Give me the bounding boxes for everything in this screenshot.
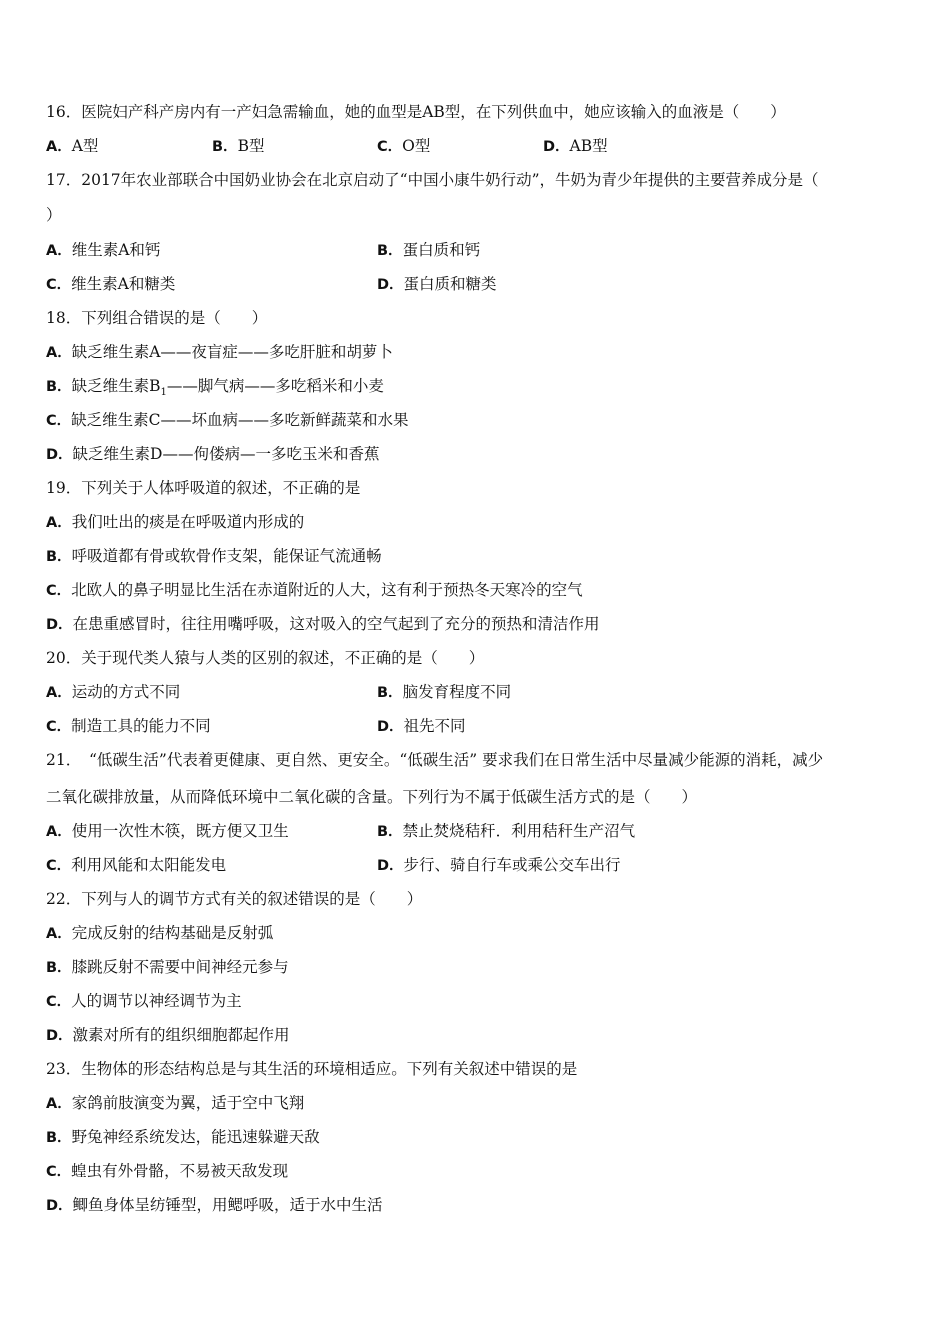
option-label: D． [377, 858, 404, 874]
option-label: D． [377, 277, 404, 293]
option-label: A． [46, 243, 72, 259]
option-text: 在患重感冒时，往往用嘴呼吸，这对吸入的空气起到了充分的预热和清洁作用 [72, 615, 600, 633]
question-17-option-d [377, 274, 497, 295]
question-22-option-a [46, 923, 273, 944]
question-19-option-c [46, 580, 583, 601]
question-18-stem: 18．下列组合错误的是（ ） [46, 309, 268, 327]
option-text: 祖先不同 [403, 717, 466, 735]
question-16-option-a [46, 136, 98, 157]
option-text: 我们吐出的痰是在呼吸道内形成的 [71, 513, 305, 531]
question-17-option-b [377, 240, 480, 261]
question-22-option-b [46, 957, 289, 978]
option-text: 使用一次性木筷，既方便又卫生 [71, 822, 289, 840]
question-18-option-d [46, 444, 379, 465]
option-text: 激素对所有的组织细胞都起作用 [72, 1026, 290, 1044]
option-text: AB型 [569, 137, 608, 155]
option-text: 人的调节以神经调节为主 [71, 992, 242, 1010]
option-label: A． [46, 345, 72, 361]
question-19-option-a [46, 512, 304, 533]
option-text: 完成反射的结构基础是反射弧 [71, 924, 274, 942]
option-text: 蝗虫有外骨骼，不易被天敌发现 [71, 1162, 289, 1180]
option-label: D． [46, 1028, 73, 1044]
question-20-option-c [46, 716, 211, 737]
option-label: B． [46, 379, 72, 395]
option-label: A． [46, 824, 72, 840]
question-23-option-c [46, 1161, 288, 1182]
question-19-option-d [46, 614, 600, 635]
option-label: B． [46, 960, 72, 976]
option-text: 步行、骑自行车或乘公交车出行 [403, 856, 621, 874]
option-label: A． [46, 926, 72, 942]
question-17-option-c [46, 274, 175, 295]
question-21-stem-continued: 二氧化碳排放量，从而降低环境中二氧化碳的含量。下列行为不属于低碳生活方式的是（ ） [46, 788, 698, 806]
option-label: C． [377, 139, 403, 155]
option-text: 蛋白质和糖类 [403, 275, 497, 293]
option-text: B型 [237, 137, 265, 155]
question-23-option-b [46, 1127, 320, 1148]
option-text: 呼吸道都有骨或软骨作支架，能保证气流通畅 [71, 547, 382, 565]
option-text: A型 [71, 137, 99, 155]
question-18-option-b [46, 376, 384, 403]
option-label: D． [543, 139, 570, 155]
option-text: 蛋白质和钙 [402, 241, 481, 259]
question-20-option-a [46, 682, 180, 703]
question-21-option-b [377, 821, 635, 842]
option-label: C． [46, 994, 72, 1010]
question-19-option-b [46, 546, 382, 567]
option-label: B． [377, 243, 403, 259]
option-text: 野兔神经系统发达，能迅速躲避天敌 [71, 1128, 320, 1146]
question-23-option-d [46, 1195, 383, 1216]
subscript: 1 [160, 387, 167, 399]
question-16-option-d [543, 136, 608, 157]
question-17-stem-continued: ） [46, 206, 62, 224]
option-text: 利用风能和太阳能发电 [71, 856, 227, 874]
option-text: 膝跳反射不需要中间神经元参与 [71, 958, 289, 976]
option-label: B． [46, 1130, 72, 1146]
option-label: C． [46, 1164, 72, 1180]
question-18-option-a [46, 342, 393, 363]
option-text: O型 [402, 137, 431, 155]
option-label: C． [46, 277, 72, 293]
question-20-option-d [377, 716, 466, 737]
option-text: 缺乏维生素D——佝偻病—一多吃玉米和香蕉 [72, 445, 380, 463]
option-text: 家鸽前肢演变为翼，适于空中飞翔 [71, 1094, 305, 1112]
option-text: 缺乏维生素C——坏血病——多吃新鲜蔬菜和水果 [71, 411, 409, 429]
option-label: A． [46, 515, 72, 531]
option-text: 禁止焚烧秸秆．利用秸秆生产沼气 [402, 822, 636, 840]
question-17-stem: 17．2017年农业部联合中国奶业协会在北京启动了“中国小康牛奶行动”，牛奶为青少年提供的主要营养成分是（ [46, 171, 819, 189]
option-text: 脑发育程度不同 [402, 683, 512, 701]
question-21-option-a [46, 821, 289, 842]
option-text: 缺乏维生素B [71, 377, 161, 395]
question-22-option-c [46, 991, 242, 1012]
question-21-option-d [377, 855, 621, 876]
option-label: C． [46, 413, 72, 429]
question-23-stem: 23．生物体的形态结构总是与其生活的环境相适应。下列有关叙述中错误的是 [46, 1060, 578, 1078]
option-label: B． [377, 824, 403, 840]
option-label: D． [46, 1198, 73, 1214]
option-label: A． [46, 139, 72, 155]
question-20-option-b [377, 682, 511, 703]
question-22-stem: 22．下列与人的调节方式有关的叙述错误的是（ ） [46, 890, 423, 908]
option-text: 缺乏维生素A——夜盲症——多吃肝脏和胡萝卜 [71, 343, 393, 361]
option-text: 维生素A和钙 [71, 241, 161, 259]
option-label: D． [377, 719, 404, 735]
option-text: 北欧人的鼻子明显比生活在赤道附近的人大，这有利于预热冬天寒冷的空气 [71, 581, 583, 599]
option-label: A． [46, 1096, 72, 1112]
option-label: C． [46, 858, 72, 874]
question-20-stem: 20．关于现代类人猿与人类的区别的叙述，不正确的是（ ） [46, 649, 485, 667]
option-text: 制造工具的能力不同 [71, 717, 211, 735]
option-label: B． [377, 685, 403, 701]
option-text-after: ——脚气病——多吃稻米和小麦 [166, 377, 384, 395]
option-label: B． [212, 139, 238, 155]
question-22-option-d [46, 1025, 290, 1046]
option-label: C． [46, 719, 72, 735]
question-21-option-c [46, 855, 226, 876]
question-16-stem: 16．医院妇产科产房内有一产妇急需输血，她的血型是AB型，在下列供血中，她应该输入的血液是（ ） [46, 103, 786, 121]
option-label: D． [46, 617, 73, 633]
question-23-option-a [46, 1093, 304, 1114]
option-label: D． [46, 447, 73, 463]
question-19-stem: 19．下列关于人体呼吸道的叙述，不正确的是 [46, 479, 361, 497]
question-16-option-c [377, 136, 430, 157]
option-label: B． [46, 549, 72, 565]
question-16-option-b [212, 136, 264, 157]
question-18-option-c [46, 410, 409, 431]
option-text: 运动的方式不同 [71, 683, 181, 701]
option-text: 鲫鱼身体呈纺锤型，用鳃呼吸，适于水中生活 [72, 1196, 383, 1214]
option-label: A． [46, 685, 72, 701]
question-17-option-a [46, 240, 160, 261]
option-text: 维生素A和糖类 [71, 275, 176, 293]
option-label: C． [46, 583, 72, 599]
question-21-stem: 21． “低碳生活”代表着更健康、更自然、更安全。“低碳生活” 要求我们在日常生活中尽量减少能源的消耗，减少 [46, 751, 824, 769]
